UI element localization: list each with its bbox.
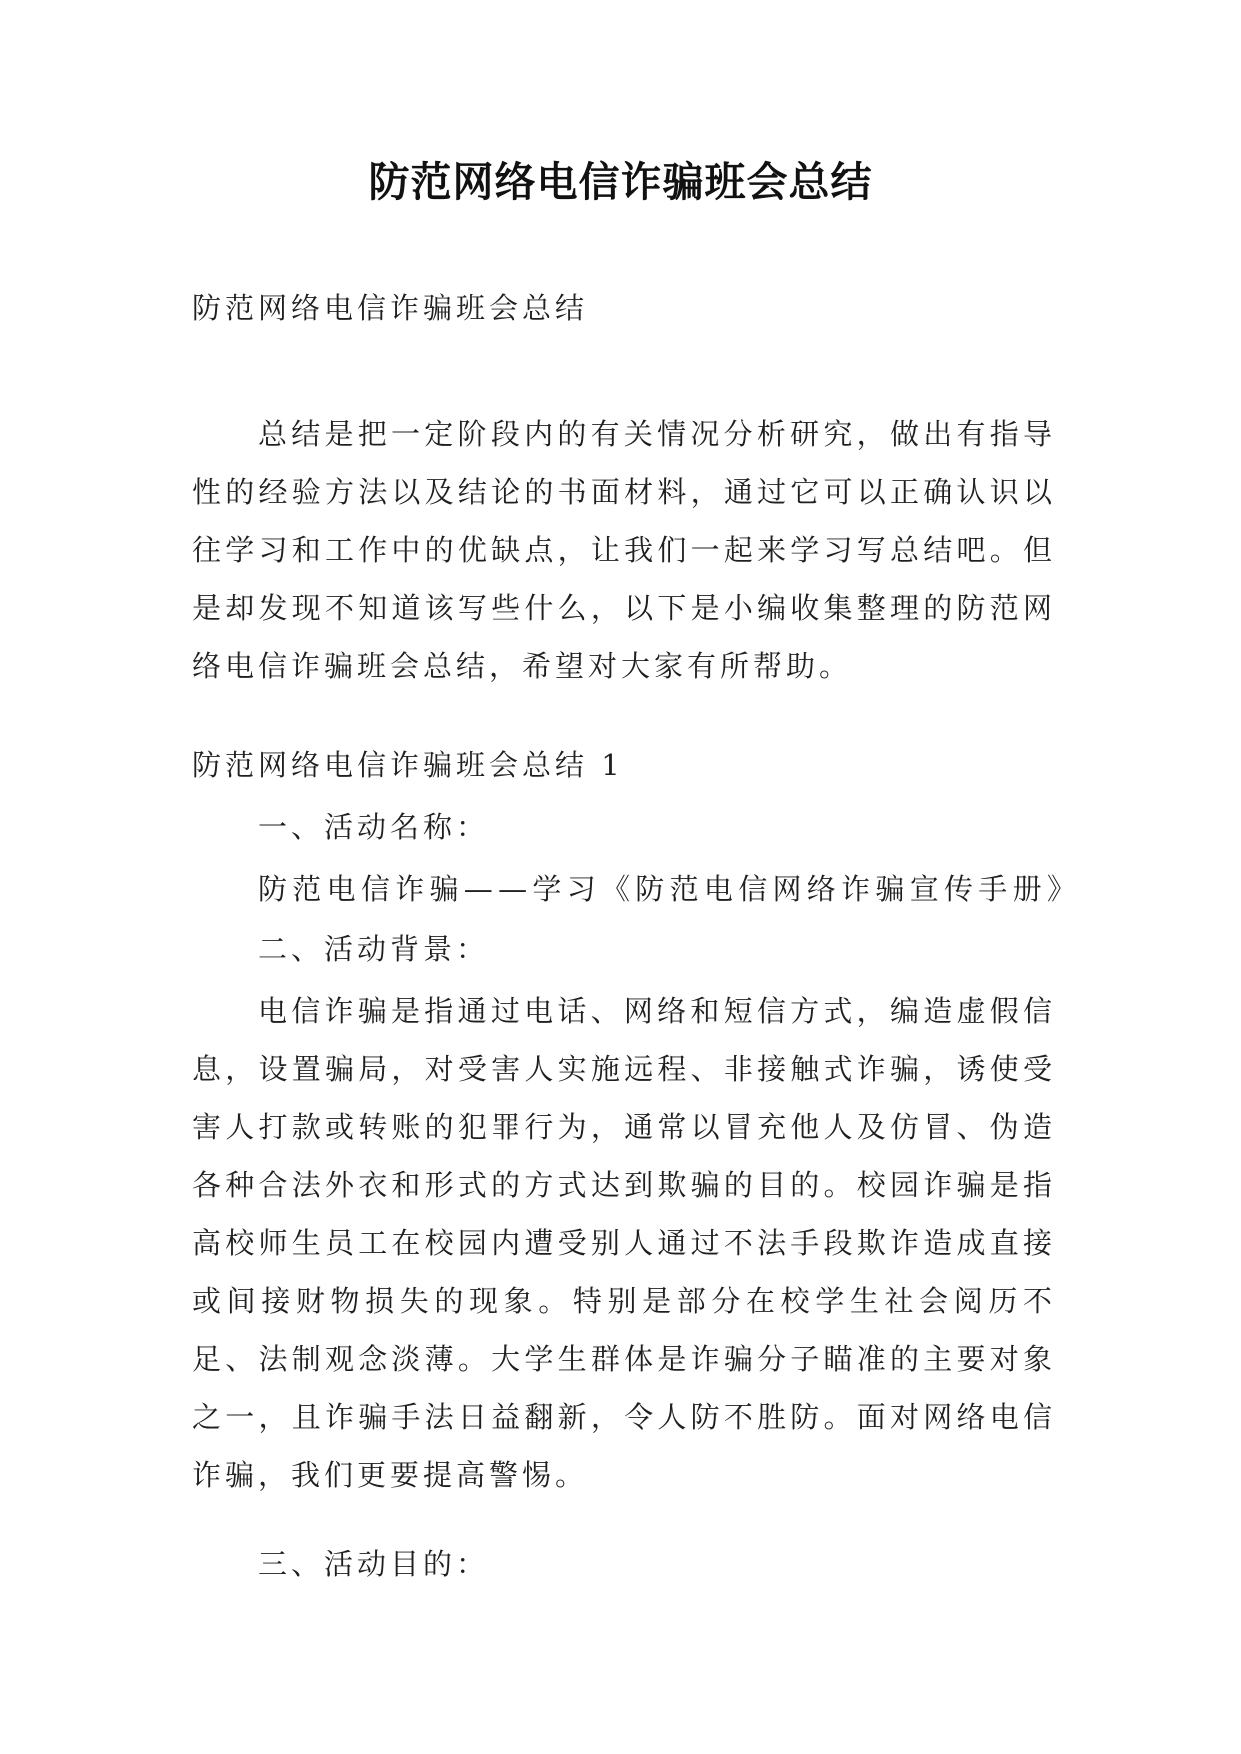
- activity-purpose-heading: 三、活动目的：: [258, 1547, 490, 1581]
- intro-paragraph: 总结是把一定阶段内的有关情况分析研究，做出有指导性的经验方法以及结论的书面材料，通过它可以正确认识以往学习和工作中的优缺点，让我们一起来学习写总结吧。但是却发现不知道该写些什么，以下是小编收集整理的防范网络电信诈骗班会总结，希望对大家有所帮助。: [192, 417, 1056, 683]
- section-title: 防范网络电信诈骗班会总结 1: [192, 748, 624, 782]
- activity-name-heading: 一、活动名称：: [258, 810, 490, 844]
- activity-background-paragraph: 电信诈骗是指通过电话、网络和短信方式，编造虚假信息，设置骗局，对受害人实施远程、非接触式诈骗，诱使受害人打款或转账的犯罪行为，通常以冒充他人及仿冒、伪造各种合法外衣和形式的方式达到欺骗的目的。校园诈骗是指高校师生员工在校园内遭受别人通过不法手段欺诈造成直接或间接财物损失的现象。特别是部分在校学生社会阅历不足、法制观念淡薄。大学生群体是诈骗分子瞄准的主要对象之一，且诈骗手法日益翻新，令人防不胜防。面对网络电信诈骗，我们更要提高警惕。: [192, 994, 1056, 1492]
- document-title: 防范网络电信诈骗班会总结: [368, 158, 873, 206]
- document-subtitle: 防范网络电信诈骗班会总结: [192, 291, 589, 325]
- activity-name-text: 防范电信诈骗——学习《防范电信网络诈骗宣传手册》: [258, 872, 1082, 906]
- activity-background-heading: 二、活动背景：: [258, 932, 490, 966]
